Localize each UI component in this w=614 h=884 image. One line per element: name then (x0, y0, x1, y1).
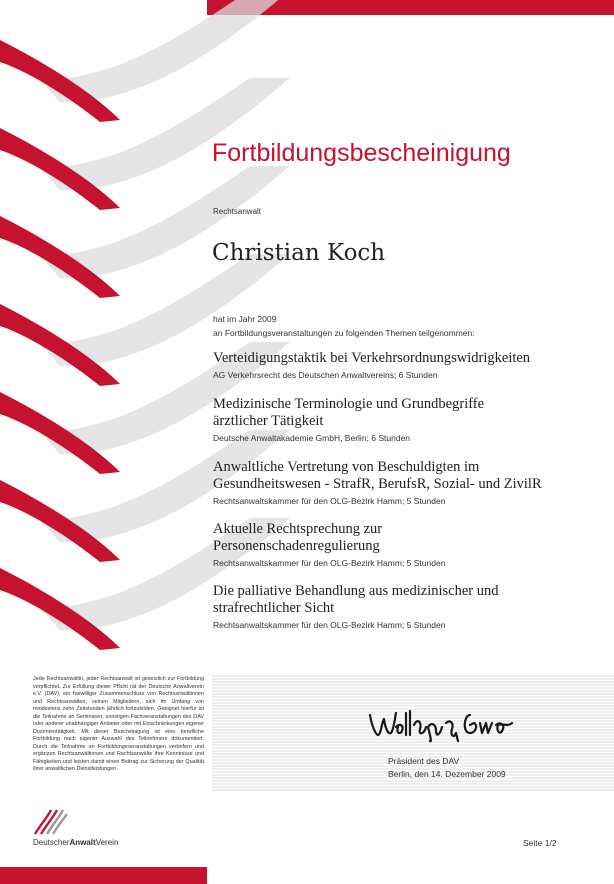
signature-image (366, 705, 526, 745)
recipient-name: Christian Koch (212, 240, 386, 266)
salutation: Rechtsanwalt (213, 207, 262, 216)
course-item (213, 459, 603, 506)
course-item (213, 350, 603, 380)
place-date: Berlin, den 14. Dezember 2009 (388, 769, 506, 779)
course-title: Aktuelle Rechtsprechung zur Personenschadenregulierung (213, 521, 383, 554)
dav-logo-text (33, 838, 118, 847)
page-number: Seite 1/2 (523, 838, 557, 848)
course-title: Medizinische Terminologie und Grundbegriffe ärztlicher Tätigkeit (213, 396, 485, 429)
logo-suffix: Verein (95, 838, 119, 847)
course-title: Verteidigungstaktik bei Verkehrsordnungswidrigkeiten (213, 350, 531, 366)
page-title: Fortbildungsbescheinigung (212, 139, 511, 167)
course-item (213, 583, 603, 630)
course-title: Anwaltliche Vertretung von Beschuldigten im Gesundheitswesen - StrafR, BerufsR, Sozial- und ZivilR (213, 459, 542, 492)
intro-line-1: hat im Jahr 2009 (213, 314, 277, 324)
course-detail: Deutsche Anwaltakademie GmbH, Berlin; 6 Stunden (213, 433, 411, 443)
disclaimer-text: Jede Rechtsanwältin, jeder Rechtsanwalt ist gesetzlich zur Fortbildung verpflichtet. Zur Erfüllung dieser Pflicht rät der Deutsche Anwaltverein e.V. (DAV), ein freiwilliger Zusammenschluss von Rechtsanwältinnen und Rechtsanwälten, seinen Mitgliedern, sich im Umfang von mindestens zehn Zeitstunden jährlich fortzubilden. Geeignet hierfür ist die Teilnahme an Seminaren, sonstigen Fachveranstaltungen des DAV oder anderer unabhängiger Anbieter oder mit Einschränkungen eigener Dozententätigkeit. Mit dieser Bescheinigung ist eine berufliche Fortbildung nach eigener Auswahl des Teilnehmers dokumentiert. Durch die Teilnahme an Fortbildungsveranstaltungen verbefern und ergänzen Rechtsanwältinnen und Rechtsanwälte ihre Kenntnisse und Fähigkeiten und leisten damit einen Beitrag zur Sicherung der Qualität ihrer anwaltlichen Dienstleistungen. (33, 676, 204, 772)
dav-logo-icon (33, 808, 69, 836)
logo-prefix: Deutscher (33, 838, 70, 847)
course-detail: Rechtsanwaltskammer für den OLG-Bezirk Hamm; 5 Stunden (213, 558, 446, 568)
course-item (213, 396, 603, 443)
course-title: Die palliative Behandlung aus medizinischer und strafrechtlicher Sicht (213, 583, 499, 616)
logo-bold: Anwalt (69, 838, 96, 847)
course-detail: Rechtsanwaltskammer für den OLG-Bezirk Hamm; 5 Stunden (213, 620, 446, 630)
course-detail: AG Verkehrsrecht des Deutschen Anwaltvereins; 6 Stunden (213, 370, 438, 380)
intro-text (213, 312, 475, 340)
course-item (213, 521, 603, 568)
intro-line-2: an Fortbildungsveranstaltungen zu folgenden Themen teilgenommen: (213, 328, 475, 338)
signer-role: Präsident des DAV (388, 756, 460, 766)
course-detail: Rechtsanwaltskammer für den OLG-Bezirk Hamm; 5 Stunden (213, 496, 446, 506)
